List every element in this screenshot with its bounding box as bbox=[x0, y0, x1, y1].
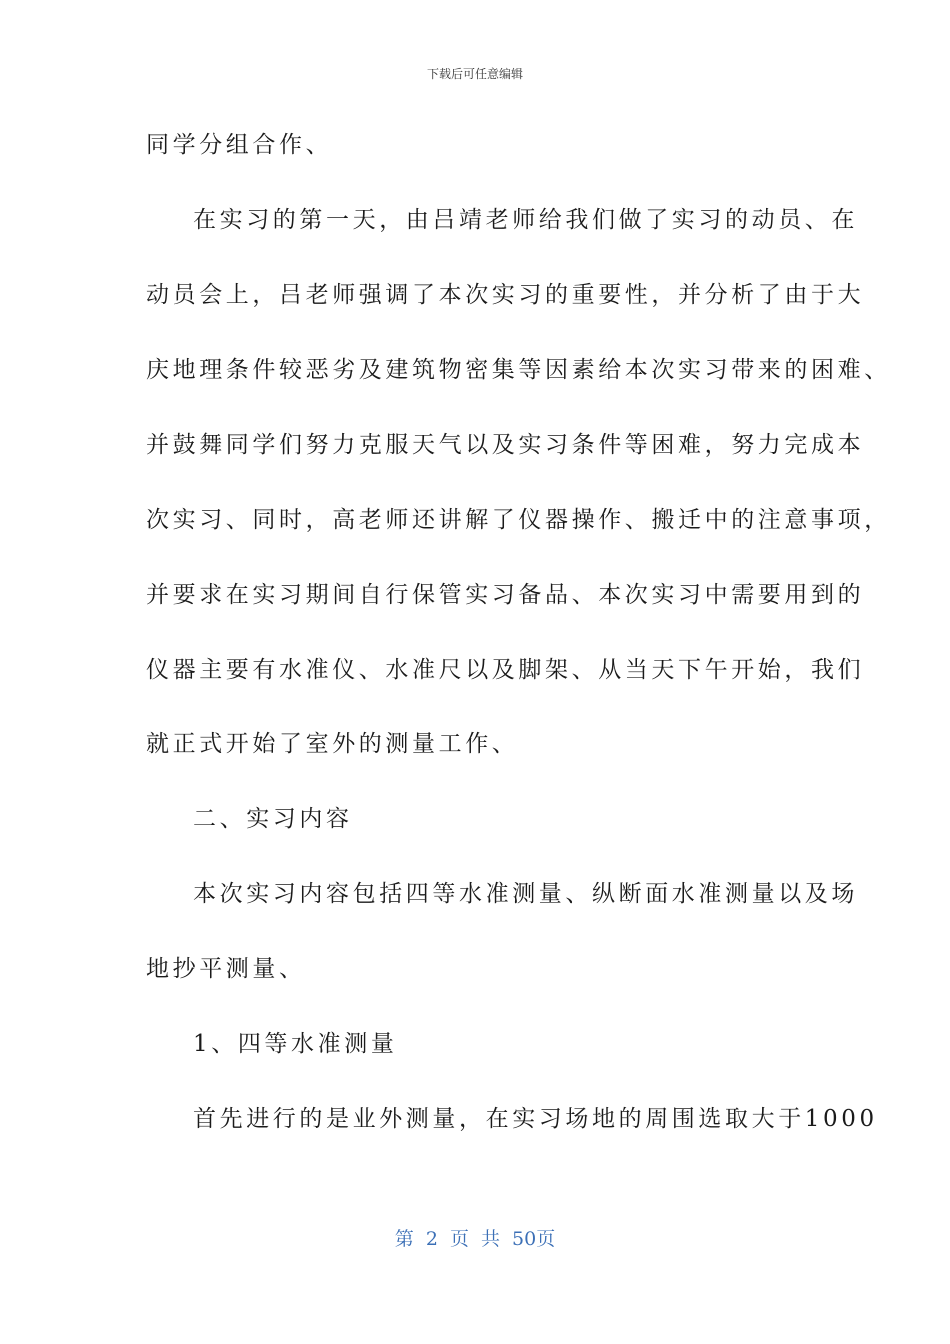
text-line: 次实习、同时，高老师还讲解了仪器操作、搬迁中的注意事项， bbox=[146, 507, 891, 533]
text-line: 仪器主要有水准仪、水准尺以及脚架、从当天下午开始，我们 bbox=[146, 657, 865, 683]
text-line: 地抄平测量、 bbox=[146, 956, 306, 982]
text-line: 同学分组合作、 bbox=[146, 132, 333, 158]
text-line: 就正式开始了室外的测量工作、 bbox=[146, 731, 519, 757]
page-number: 第 2 页 共 50页 bbox=[394, 1228, 556, 1250]
subsection-heading: 1、四等水准测量 bbox=[193, 1031, 398, 1057]
text-line: 庆地理条件较恶劣及建筑物密集等因素给本次实习带来的困难、 bbox=[146, 357, 891, 383]
section-heading: 二、实习内容 bbox=[193, 806, 353, 832]
text-line: 并要求在实习期间自行保管实习备品、本次实习中需要用到的 bbox=[146, 582, 865, 608]
page-header: 下载后可任意编辑 bbox=[426, 67, 523, 81]
text-line: 动员会上，吕老师强调了本次实习的重要性，并分析了由于大 bbox=[146, 282, 865, 308]
text-line: 在实习的第一天，由吕靖老师给我们做了实习的动员、在 bbox=[193, 207, 858, 233]
text-line: 首先进行的是业外测量，在实习场地的周围选取大于1000 bbox=[193, 1106, 878, 1132]
text-line: 本次实习内容包括四等水准测量、纵断面水准测量以及场 bbox=[193, 881, 858, 907]
text-line: 并鼓舞同学们努力克服天气以及实习条件等困难，努力完成本 bbox=[146, 432, 865, 458]
